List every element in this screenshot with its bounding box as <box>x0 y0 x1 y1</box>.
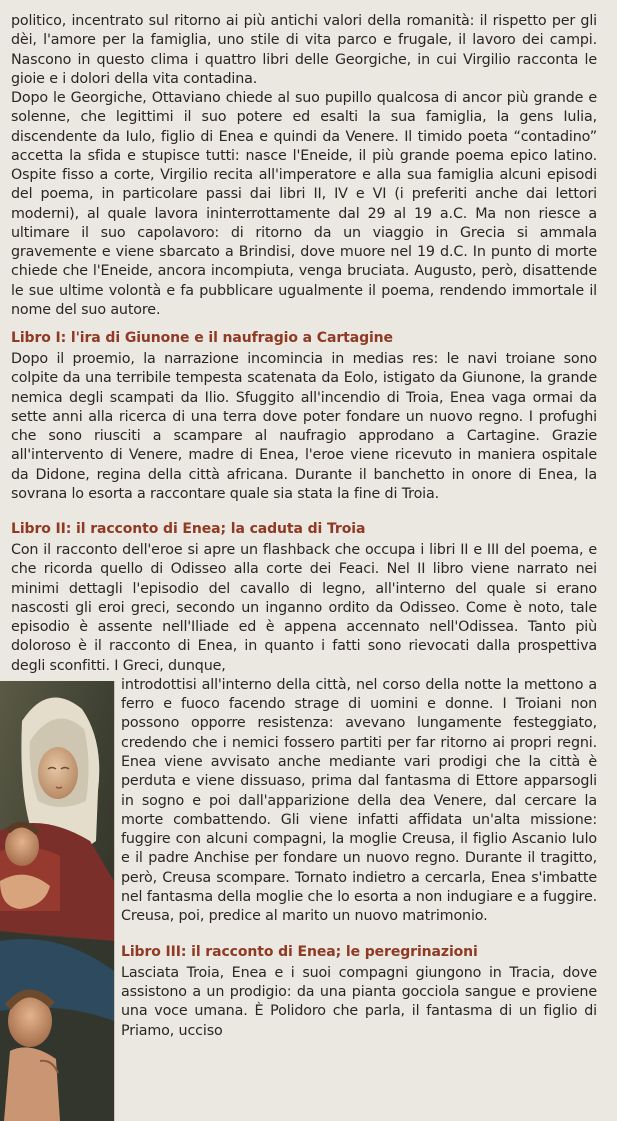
libro-3-heading: Libro III: il racconto di Enea; le peregrinazioni <box>121 943 478 960</box>
libro-1-heading: Libro I: l'ira di Giunone e il naufragio a Cartagine <box>11 330 393 346</box>
libro-2-text-top: Con il racconto dell'eroe si apre un flashback che occupa i libri II e III del poema, e che ricorda quello di Odisseo alla corte dei Feaci. Nel II libro viene narrato nei minimi dettagli l'episodio del cavallo di legno, all'interno del quale si erano nascosti gli eroi greci, secondo un inganno ordito da Odisseo. Come è noto, tale episodio è assente nell'Iliade ed è appena accennato nell'Odissea. Tanto più doloroso è il racconto di Enea, in quanto i fatti sono rievocati dalla prospettiva degli sconfitti. I Greci, dunque, <box>11 542 597 674</box>
intro-paragraph-2: Dopo le Georgiche, Ottaviano chiede al suo pupillo qualcosa di ancor più grande e solenne, che legittimi il suo potere ed esalti la sua famiglia, la gens Iulia, discendente da Iulo, figlio di Enea e quindi da Venere. Il timido poeta “contadino” accetta la sfida e stupisce tutti: nasce l'Eneide, il più grande poema epico latino. Ospite fisso a corte, Virgilio recita all'imperatore e alla sua famiglia alcuni episodi del poema, in particolare passi dai libri II, IV e VI (i preferiti anche dai lettori moderni), al quale lavora ininterrottamente dal 29 al 19 a.C. Ma non riesce a ultimare il suo capolavoro: di ritorno da un viaggio in Grecia si ammala gravemente e viene sbarcato a Brindisi, dove muore nel 19 d.C. In punto di morte chiede che l'Eneide, ancora incompiuta, venga bruciata. Augusto, però, disattende le sue ultime volontà e fa pubblicare ugualmente il poema, rendendo immortale il nome del suo autore. <box>11 90 597 318</box>
libro-2-text-wrap: introdottisi all'interno della città, nel corso della notte la mettono a ferro e fuoco facendo strage di uomini e donne. I Troiani non possono opporre resistenza: avevano lungamente festeggiato, credendo che i nemici fossero partiti per far ritorno ai propri regni. Enea viene avvisato anche mediante vari prodigi che la città è perduta e viene dissuaso, prima dal fantasma di Ettore apparsogli in sogno e poi dall'apparizione della dea Venere, dal cercare la morte combattendo. Gli viene infatti affidata un'alta missione: fuggire con alcuni compagni, la moglie Creusa, il figlio Ascanio Iulo e il padre Anchise per fondare un nuovo regno. Durante il tragitto, però, Creusa scompare. Tornato indietro a cercarla, Enea s'imbatte nel fantasma della moglie che lo esorta a non indugiare e a fuggire. Creusa, poi, predice al marito un nuovo matrimonio. <box>121 676 597 925</box>
intro-paragraph-1: politico, incentrato sul ritorno ai più antichi valori della romanità: il rispetto per gli dèi, l'amore per la famiglia, uno stile di vita parco e frugale, il lavoro dei campi. Nascono in questo clima i quattro libri delle Georgiche, in cui Virgilio racconta le gioie e i dolori della vita contadina. <box>11 13 597 87</box>
libro-1-text: Dopo il proemio, la narrazione incomincia in medias res: le navi troiane sono colpite da una terribile tempesta scatenata da Eolo, istigato da Giunone, la grande nemica degli scampati da Ilio. Sfuggito all'incendio di Troia, Enea vaga ormai da sette anni alla ricerca di una terra dove poter fondare un nuovo regno. I profughi che sono riusciti a scampare al naufragio approdano a Cartagine. Grazie all'intervento di Venere, madre di Enea, l'eroe viene ricevuto in maniera ospitale da Didone, regina della città africana. Durante il banchetto in onore di Enea, la sovrana lo esorta a raccontare quale sia stata la fine di Troia. <box>11 351 597 502</box>
libro-2-heading: Libro II: il racconto di Enea; la caduta di Troia <box>11 521 366 537</box>
libro-3-text: Lasciata Troia, Enea e i suoi compagni giungono in Tracia, dove assistono a un prodigio: da una pianta gocciola sangue e proviene una voce umana. È Polidoro che parla, il fantasma di un figlio di Priamo, ucciso <box>121 964 597 1039</box>
madonna-painting-image <box>0 681 115 1121</box>
